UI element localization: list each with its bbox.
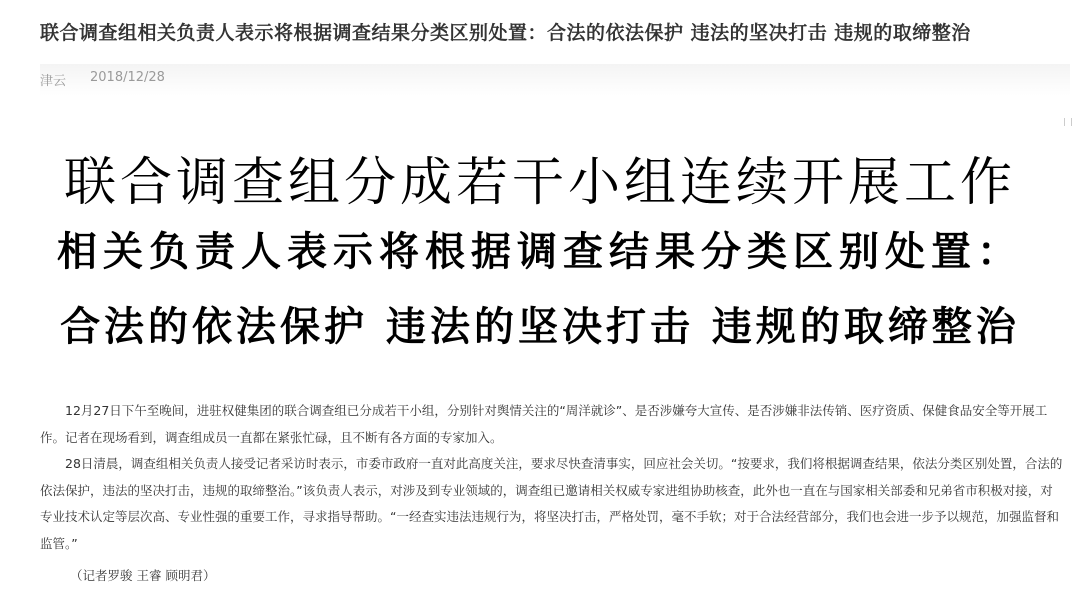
banner-line-2: 相关负责人表示将根据调查结果分类区别处置： (57, 228, 1023, 275)
scrollbar-handle-icon[interactable] (1064, 118, 1072, 126)
body-paragraph-2: 28日清晨，调查组相关负责人接受记者采访时表示，市委市政府一直对此高度关注，要求尽快查清事实，回应社会关切。“按要求，我们将根据调查结果，依法分类区别处置，合法的依法保护，违法的坚决打击，违规的取缔整治。”该负责人表示，对涉及到专业领域的，调查组已邀请相关权威专家进组协助核查，此外也一直在与国家相关部委和兄弟省市积极对接，对专业技术认定等层次高、专业性强的重要工作，寻求指导帮助。“一经查实违法违规行为，将坚决打击，严格处罚，毫不手软；对于合法经营部分，我们也会进一步予以规范，加强监督和监管。” (40, 456, 1063, 551)
article-date: 2018/12/28 (90, 70, 165, 85)
article-meta (40, 64, 1070, 96)
body-paragraph-1: 12月27日下午至晚间，进驻权健集团的联合调查组已分成若干小组，分别针对舆情关注的“周洋就诊”、是否涉嫌夸大宣传、是否涉嫌非法传销、医疗资质、保健食品安全等开展工作。记者在现场看到，调查组成员一直都在紧张忙碌，且不断有各方面的专家加入。 (40, 403, 1048, 445)
article-body (40, 398, 1065, 557)
banner-line-3: 合法的依法保护 违法的坚决打击 违规的取缔整治 (60, 303, 1020, 350)
banner-line-1: 联合调查组分成若干小组连续开展工作 (63, 153, 1016, 213)
reporter-signoff: （记者罗骏 王睿 顾明君） (70, 568, 216, 583)
article-headline: 联合调查组相关负责人表示将根据调查结果分类区别处置：合法的依法保护 违法的坚决打击 违规的取缔整治 (40, 22, 971, 44)
article-author[interactable]: 津云 (40, 74, 67, 89)
